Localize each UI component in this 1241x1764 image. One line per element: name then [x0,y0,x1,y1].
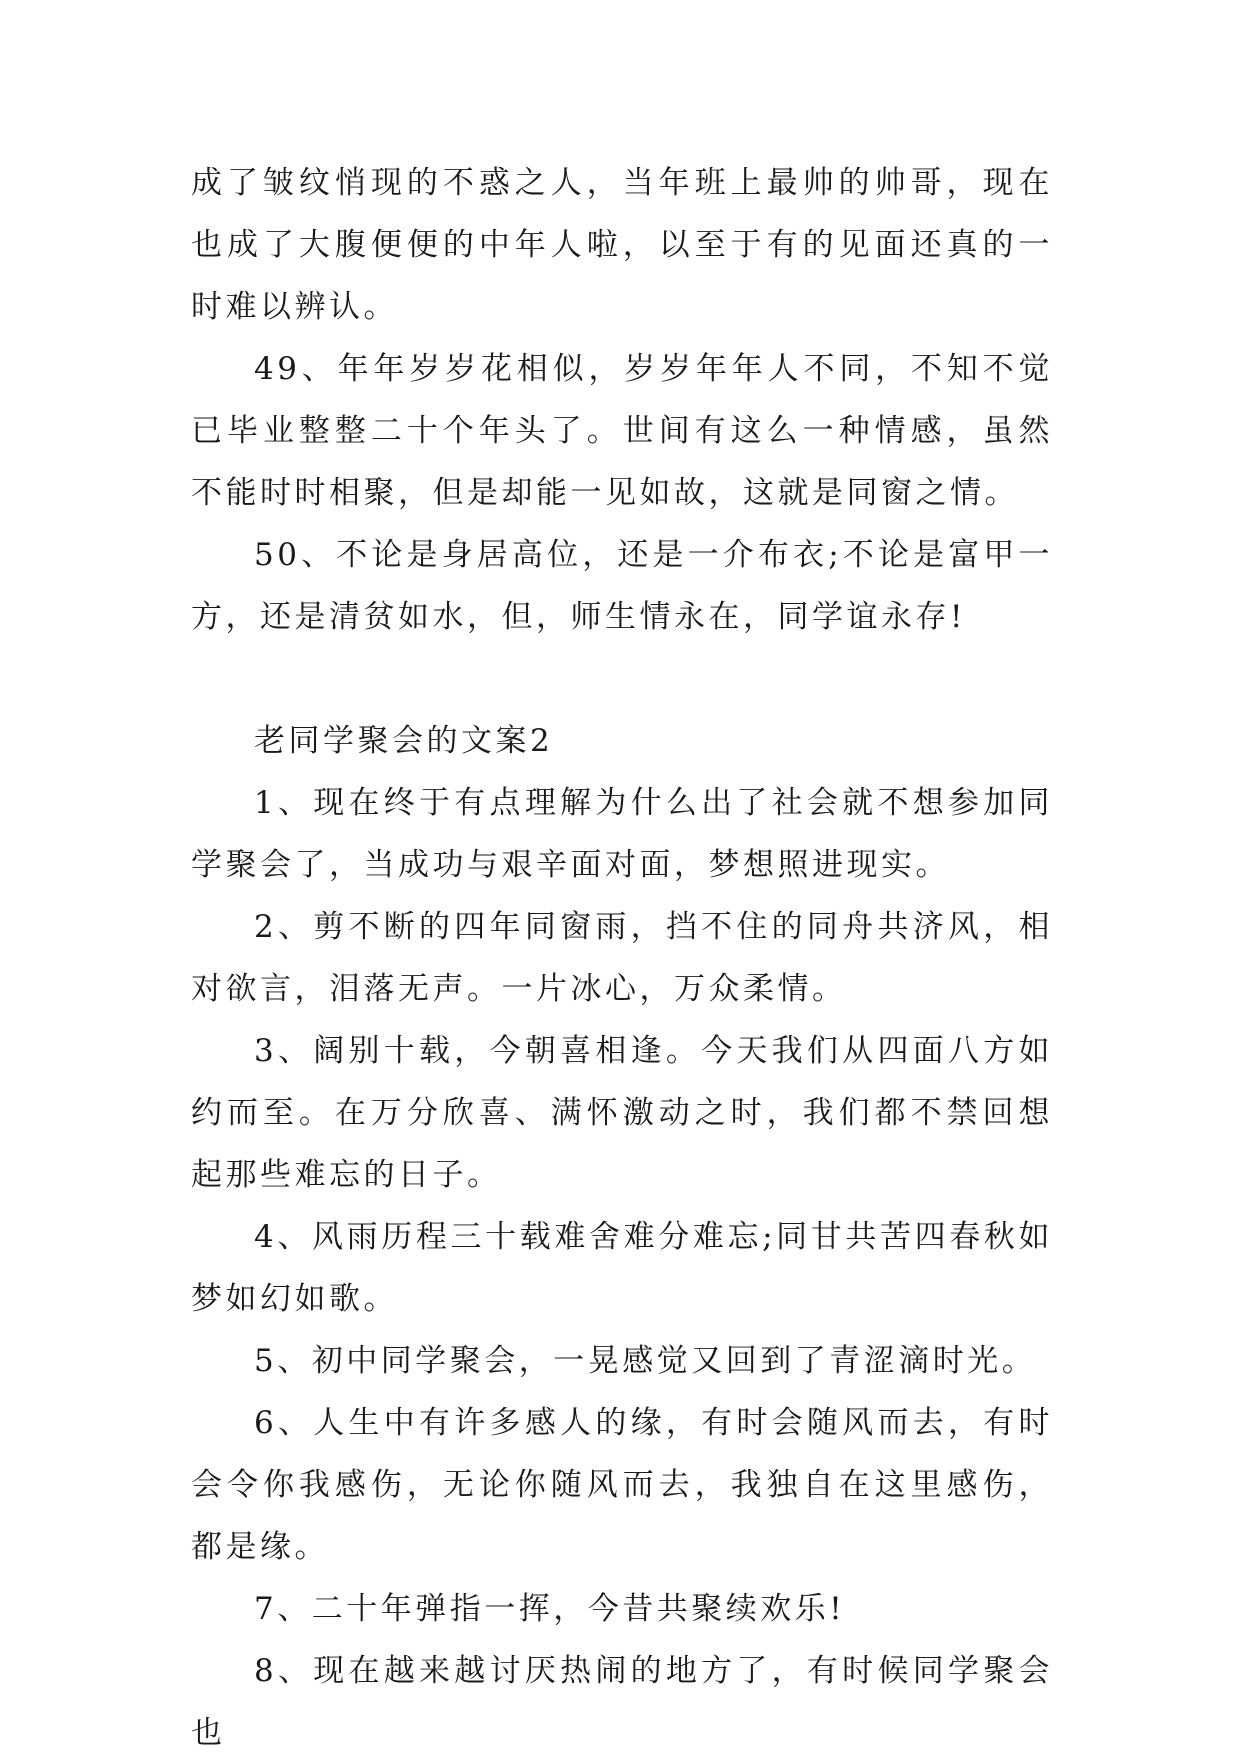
document-body [191,152,1053,1764]
list-item: 2、剪不断的四年同窗雨，挡不住的同舟共济风，相对欲言，泪落无声。一片冰心，万众柔情。 [191,909,1053,1007]
list-item: 3、阔别十载，今朝喜相逢。今天我们从四面八方如约而至。在万分欣喜、满怀激动之时，我们都不禁回想起那些难忘的日子。 [191,1033,1053,1193]
paragraph-item-49: 49、年年岁岁花相似，岁岁年年人不同，不知不觉已毕业整整二十个年头了。世间有这么一种情感，虽然不能时时相聚，但是却能一见如故，这就是同窗之情。 [191,351,1053,511]
list-item: 4、风雨历程三十载难舍难分难忘;同甘共苦四春秋如梦如幻如歌。 [191,1219,1053,1317]
section-title: 老同学聚会的文案2 [254,723,554,759]
paragraph-item-50: 50、不论是身居高位，还是一介布衣;不论是富甲一方，还是清贫如水，但，师生情永在，同学谊永存! [191,537,1053,635]
section-spacer [191,648,1053,710]
list-item: 7、二十年弹指一挥，今昔共聚续欢乐! [254,1591,846,1627]
list-item: 1、现在终于有点理解为什么出了社会就不想参加同学聚会了，当成功与艰辛面对面，梦想照进现实。 [191,785,1053,883]
list-item: 8、现在越来越讨厌热闹的地方了，有时候同学聚会也 [191,1653,1053,1751]
list-item: 6、人生中有许多感人的缘，有时会随风而去，有时会令你我感伤，无论你随风而去，我独自在这里感伤，都是缘。 [191,1405,1053,1565]
list-item: 5、初中同学聚会，一晃感觉又回到了青涩滴时光。 [254,1343,1037,1379]
paragraph-continuation: 成了皱纹悄现的不惑之人，当年班上最帅的帅哥，现在也成了大腹便便的中年人啦，以至于有的见面还真的一时难以辨认。 [191,165,1053,325]
